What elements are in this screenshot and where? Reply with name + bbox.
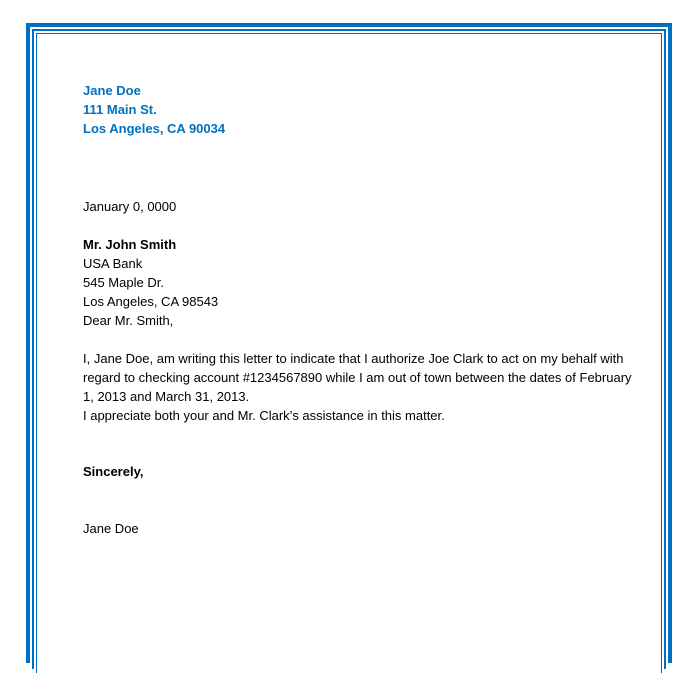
recipient-address-block [83,235,218,311]
paragraph-line: 1, 2013 and March 31, 2013. [83,389,250,404]
recipient-street: 545 Maple Dr. [83,275,164,290]
salutation: Dear Mr. Smith, [83,313,174,328]
sender-city-line: Los Angeles, CA 90034 [83,121,226,136]
recipient-organization: USA Bank [83,256,143,271]
body-paragraph-1 [83,349,643,406]
letter-date: January 0, 0000 [83,199,177,214]
paragraph-line: I, Jane Doe, am writing this letter to indicate that I authorize Joe Clark to act on my behalf with [83,351,624,366]
recipient-name: Mr. John Smith [83,237,177,252]
paragraph-line: regard to checking account #1234567890 while I am out of town between the dates of February [83,370,632,385]
sender-name: Jane Doe [83,83,141,98]
signature-name: Jane Doe [83,521,139,536]
sender-address-block [83,81,225,138]
recipient-city-line: Los Angeles, CA 98543 [83,294,219,309]
body-paragraph-2: I appreciate both your and Mr. Clark’s assistance in this matter. [83,408,445,423]
sender-street: 111 Main St. [83,102,157,117]
closing: Sincerely, [83,464,144,479]
